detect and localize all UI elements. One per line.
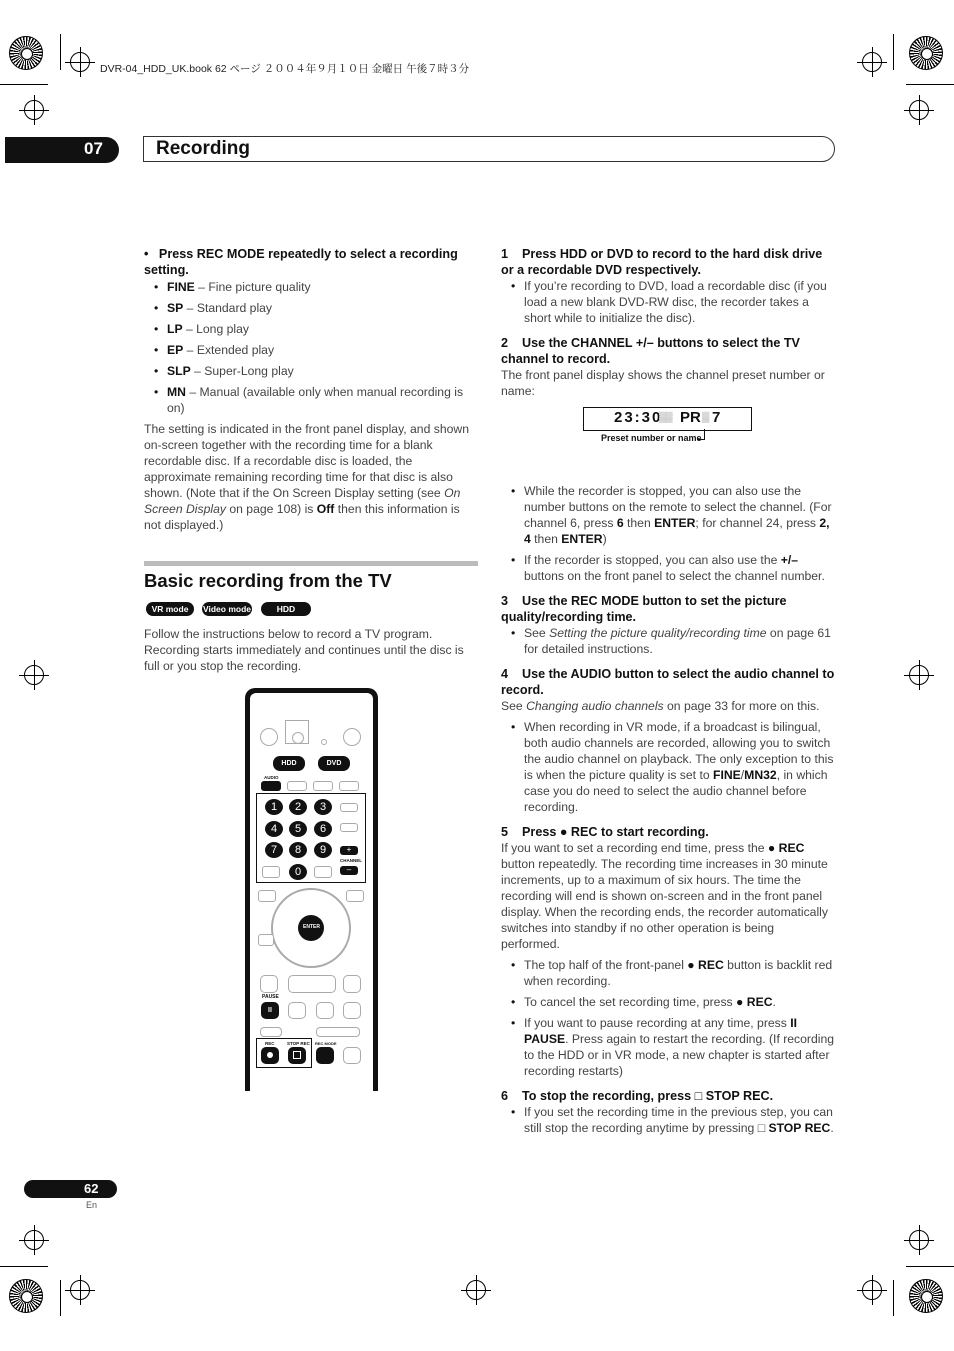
- button: [343, 1047, 361, 1064]
- list-item: • If you’re recording to DVD, load a recordable disc (if you load a new blank DVD-RW disc, the recorder takes a short while to initialize the disc).: [501, 278, 835, 326]
- trim-line: [906, 1266, 954, 1267]
- button: [258, 890, 276, 902]
- trim-line: [60, 34, 61, 70]
- button: [340, 803, 358, 812]
- button: [316, 1027, 360, 1037]
- crosshair-mark: [862, 52, 882, 72]
- registration-mark-top-right: [909, 36, 943, 70]
- display-caption: Preset number or name: [601, 433, 702, 443]
- button: [260, 975, 278, 993]
- badge-video-mode: Video mode: [202, 604, 252, 614]
- crosshair-mark: [862, 1280, 882, 1300]
- step-5-text: If you want to set a recording end time, press the ● REC button repeatedly. The recording time increases in 30 minute increments, up to a maximum of six hours. The time the recording will end is shown on-screen and in the front panel display. When the recording ends, the recorder automatically switches into standby if no other operation is being performed.: [501, 841, 828, 951]
- trim-line: [906, 84, 954, 85]
- step-6-heading: 6 To stop the recording, press □ STOP REC.: [501, 1089, 774, 1103]
- pause-label: PAUSE: [262, 994, 279, 1000]
- remote-dvd-button: DVD: [318, 756, 350, 771]
- list-item: • If the recorder is stopped, you can also use the +/– buttons on the front panel to select the channel number.: [501, 552, 835, 584]
- step-rec-mode: • Press REC MODE repeatedly to select a recording setting.: [144, 247, 458, 277]
- crosshair-mark: [24, 100, 44, 120]
- display-pr: PR: [680, 409, 701, 426]
- channel-plus-button: +: [340, 846, 358, 855]
- number-button-1: 1: [265, 799, 283, 815]
- display-dot: ▓: [702, 412, 710, 423]
- button: [292, 732, 304, 744]
- list-item: • SP – Standard play: [144, 300, 478, 316]
- rec-mode-label: REC MODE: [315, 1041, 337, 1046]
- step-2-text: The front panel display shows the channel preset number or name:: [501, 368, 825, 398]
- crosshair-mark: [909, 100, 929, 120]
- display-dots: ▓▓: [659, 412, 672, 423]
- number-button-6: 6: [314, 821, 332, 837]
- button: [314, 866, 332, 878]
- list-item: • See Setting the picture quality/recording time on page 61 for detailed instructions.: [501, 625, 835, 657]
- page-number: 62: [84, 1181, 99, 1196]
- trim-line: [893, 34, 894, 70]
- number-button-5: 5: [289, 821, 307, 837]
- list-item: • EP – Extended play: [144, 342, 478, 358]
- list-item: • MN – Manual (available only when manual recording is on): [144, 384, 478, 416]
- button: [313, 781, 333, 791]
- rec-icon: [267, 1052, 273, 1058]
- button: [287, 781, 307, 791]
- button: [339, 781, 359, 791]
- crosshair-mark: [24, 665, 44, 685]
- button: [260, 1027, 282, 1037]
- number-button-8: 8: [289, 842, 307, 858]
- button: [340, 823, 358, 832]
- list-item: • To cancel the set recording time, press ● REC.: [501, 994, 835, 1010]
- rec-button: [261, 1047, 279, 1064]
- step-3-heading: 3 Use the REC MODE button to set the picture quality/recording time.: [501, 594, 787, 624]
- section-rule: [144, 561, 478, 566]
- button: [316, 1002, 334, 1019]
- rec-label: REC: [265, 1041, 275, 1046]
- front-panel-display-area: [501, 399, 835, 483]
- step-1-heading: 1 Press HDD or DVD to record to the hard disk drive or a recordable DVD respectively.: [501, 247, 823, 277]
- display-time: 23:30: [614, 409, 663, 426]
- intro-paragraph: Follow the instructions below to record a TV program. Recording starts immediately and continues until the disc is full or you stop the recording.: [144, 627, 464, 673]
- button: [346, 890, 364, 902]
- setting-paragraph: The setting is indicated in the front panel display, and shown on-screen together with the recording time for a blank recordable disc. If a recordable disc is loaded, the approximate remaining recording time for that disc is also shown. (Note that if the On Screen Display setting (see On Screen Display on page 108) is Off then this information is not displayed.): [144, 422, 469, 532]
- chapter-number: 07: [84, 139, 103, 158]
- crosshair-mark: [24, 1230, 44, 1250]
- crosshair-mark: [909, 665, 929, 685]
- number-button-4: 4: [265, 821, 283, 837]
- button: [288, 975, 336, 993]
- rec-mode-button: [316, 1047, 334, 1064]
- step-5-heading: 5 Press ● REC to start recording.: [501, 825, 709, 839]
- stop-rec-button: [288, 1047, 306, 1064]
- button: [343, 975, 361, 993]
- registration-mark-top-left: [9, 36, 43, 70]
- registration-mark-bottom-left: [9, 1279, 43, 1313]
- crosshair-mark: [70, 52, 90, 72]
- stop-icon: [293, 1051, 301, 1059]
- step-4-heading: 4 Use the AUDIO button to select the audio channel to record.: [501, 667, 835, 697]
- list-item: • While the recorder is stopped, you can also use the number buttons on the remote to select the channel. (For channel 6, press 6 then ENTER; for channel 24, press 2, 4 then ENTER): [501, 483, 835, 547]
- crosshair-mark: [70, 1280, 90, 1300]
- list-item: • If you set the recording time in the previous step, you can still stop the recording anytime by pressing □ STOP REC.: [501, 1104, 835, 1136]
- list-item: • When recording in VR mode, if a broadcast is bilingual, both audio channels are recorded, allowing you to switch the audio channel on playback. The only exception to this is when the picture quality is set to FINE/MN32, in which case you do need to select the audio channel before recording.: [501, 719, 835, 815]
- step-4-text: See Changing audio channels on page 33 for more on this.: [501, 699, 820, 713]
- remote-cutoff: [240, 1091, 385, 1111]
- remote-hdd-button: HDD: [273, 756, 305, 771]
- button: [343, 1002, 361, 1019]
- crosshair-mark: [909, 1230, 929, 1250]
- left-column: [144, 246, 478, 533]
- button: [321, 739, 327, 745]
- list-item: • SLP – Super-Long play: [144, 363, 478, 379]
- number-button-7: 7: [265, 842, 283, 858]
- button: [343, 728, 361, 746]
- chapter-title: Recording: [156, 138, 250, 159]
- button: [262, 866, 280, 878]
- right-column: [501, 246, 835, 1136]
- number-button-2: 2: [289, 799, 307, 815]
- channel-label: CHANNEL: [340, 858, 362, 863]
- number-button-0: 0: [289, 864, 307, 880]
- button: [288, 1002, 306, 1019]
- trim-line: [0, 84, 48, 85]
- badge-hdd: HDD: [261, 602, 311, 616]
- registration-mark-bottom-right: [909, 1279, 943, 1313]
- pause-button: II: [261, 1002, 279, 1019]
- number-button-9: 9: [314, 842, 332, 858]
- number-button-3: 3: [314, 799, 332, 815]
- step-2-heading: 2 Use the CHANNEL +/– buttons to select the TV channel to record.: [501, 336, 800, 366]
- list-item: • The top half of the front-panel ● REC button is backlit red when recording.: [501, 957, 835, 989]
- enter-label: ENTER: [303, 924, 320, 930]
- trim-line: [60, 1280, 61, 1316]
- button: [258, 934, 274, 946]
- stop-rec-label: STOP REC: [287, 1041, 310, 1046]
- trim-line: [0, 1266, 48, 1267]
- power-button: [260, 728, 278, 746]
- book-header: DVR-04_HDD_UK.book 62 ページ ２００４年９月１０日 金曜日 午後７時３分: [100, 63, 470, 75]
- list-item: • If you want to pause recording at any time, press II PAUSE. Press again to restart the recording. (If recording to the HDD or in VR mode, a new chapter is started after recording restarts): [501, 1015, 835, 1079]
- crosshair-mark: [466, 1280, 486, 1300]
- list-item: • LP – Long play: [144, 321, 478, 337]
- trim-line: [893, 1280, 894, 1316]
- audio-label: AUDIO: [264, 775, 279, 780]
- mode-list: [144, 279, 478, 416]
- list-item: • FINE – Fine picture quality: [144, 279, 478, 295]
- section-title: Basic recording from the TV: [144, 570, 392, 591]
- badge-vr-mode: VR mode: [146, 602, 194, 616]
- page-lang: En: [86, 1200, 98, 1210]
- channel-minus-button: –: [340, 866, 358, 875]
- audio-button: [261, 781, 281, 791]
- display-channel: 7: [712, 409, 721, 426]
- page-number-tab: [24, 1180, 117, 1198]
